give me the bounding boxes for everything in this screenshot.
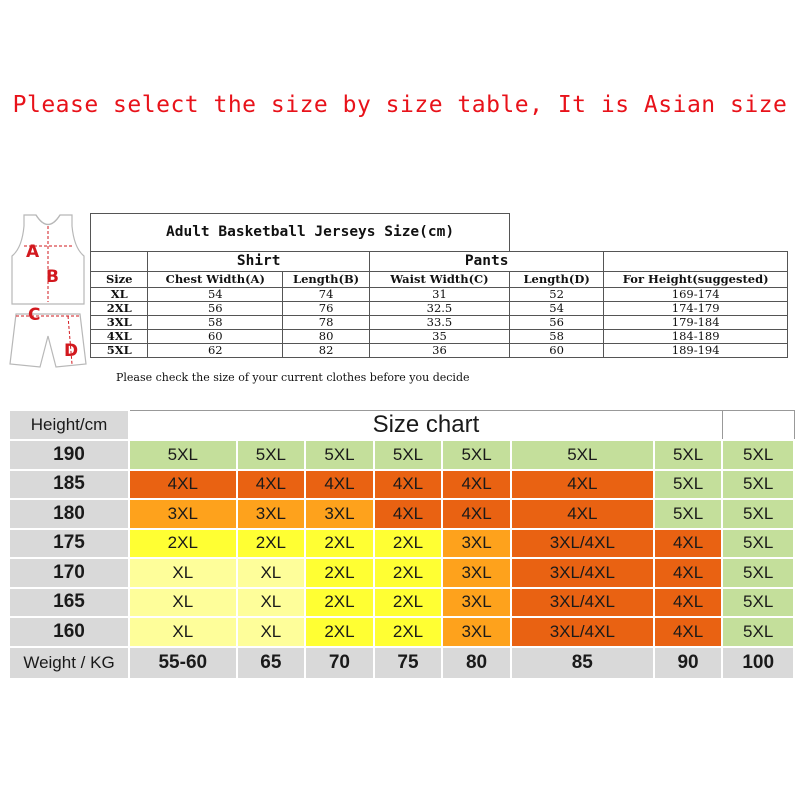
size-cell: 2XL [305,558,374,588]
weight-axis-label: Weight / KG [9,647,129,679]
size-chart-row [9,529,794,559]
size-cell: 2XL [305,529,374,559]
size-cell: 4XL [442,470,511,500]
size-cell: 5XL [722,499,794,529]
spec-size-cell: 3XL [91,316,148,330]
size-cell: 3XL [129,499,237,529]
size-cell: 4XL [305,470,374,500]
height-value: 190 [9,440,129,470]
size-cell: 4XL [374,499,443,529]
size-cell: 2XL [305,617,374,647]
spec-size-cell: 2XL [91,302,148,316]
height-value: 180 [9,499,129,529]
spec-value-cell: 82 [283,344,370,358]
spec-value-cell: 36 [369,344,509,358]
dimension-label-c: C [28,305,41,325]
spec-value-cell: 54 [509,302,603,316]
size-cell: 5XL [722,588,794,618]
headline: Please select the size by size table, It is Asian size [12,92,788,118]
size-chart-row [9,558,794,588]
weight-value: 90 [654,647,723,679]
size-cell: 4XL [511,499,654,529]
size-cell: XL [129,617,237,647]
size-cell: 5XL [654,470,723,500]
size-cell: 4XL [442,499,511,529]
size-cell: 2XL [374,558,443,588]
height-value: 170 [9,558,129,588]
size-cell: 4XL [654,529,723,559]
size-cell: 3XL [442,588,511,618]
size-cell: 4XL [374,470,443,500]
size-cell: 5XL [654,499,723,529]
size-cell: 3XL [237,499,306,529]
spec-note: Please check the size of your current clothes before you decide [116,371,470,384]
size-cell: XL [237,558,306,588]
size-chart-row [9,440,794,470]
size-cell: 5XL [722,558,794,588]
spec-table-body [91,288,788,358]
spec-value-cell: 184-189 [604,330,788,344]
spec-table-title: Adult Basketball Jerseys Size(cm) [91,214,510,252]
size-cell: 2XL [237,529,306,559]
size-cell: 2XL [374,588,443,618]
size-cell: 2XL [374,617,443,647]
spec-table-row [91,330,788,344]
size-cell: 4XL [654,558,723,588]
spec-table-row [91,302,788,316]
height-axis-label: Height/cm [9,410,129,440]
spec-value-cell: 169-174 [604,288,788,302]
size-cell: 2XL [374,529,443,559]
spec-value-cell: 60 [148,330,283,344]
spec-header-cell: Chest Width(A) [148,272,283,288]
spec-value-cell: 74 [283,288,370,302]
weight-row [9,647,794,679]
spec-group-blank [91,252,148,272]
size-cell: XL [129,588,237,618]
size-cell: 2XL [305,588,374,618]
weight-value: 80 [442,647,511,679]
spec-group-blank-right [604,252,788,272]
size-cell: 3XL [442,558,511,588]
size-chart-title: Size chart [129,410,722,440]
spec-table-row [91,344,788,358]
spec-table-row [91,316,788,330]
size-chart-row [9,499,794,529]
size-cell: 5XL [237,440,306,470]
spec-value-cell: 189-194 [604,344,788,358]
weight-value: 70 [305,647,374,679]
spec-table-blank [509,214,787,252]
spec-value-cell: 78 [283,316,370,330]
spec-value-cell: 56 [509,316,603,330]
weight-value: 55-60 [129,647,237,679]
size-chart-row [9,588,794,618]
spec-value-cell: 60 [509,344,603,358]
size-cell: 4XL [654,617,723,647]
spec-value-cell: 35 [369,330,509,344]
spec-value-cell: 32.5 [369,302,509,316]
size-chart [8,409,795,680]
spec-value-cell: 174-179 [604,302,788,316]
height-value: 185 [9,470,129,500]
spec-size-cell: XL [91,288,148,302]
dimension-label-d: D [64,341,79,361]
spec-header-cell: Length(D) [509,272,603,288]
spec-value-cell: 179-184 [604,316,788,330]
size-chart-row [9,617,794,647]
size-cell: 4XL [237,470,306,500]
size-cell: XL [237,617,306,647]
spec-value-cell: 58 [148,316,283,330]
spec-value-cell: 52 [509,288,603,302]
size-cell: XL [237,588,306,618]
weight-value: 85 [511,647,654,679]
size-cell: 4XL [129,470,237,500]
spec-value-cell: 33.5 [369,316,509,330]
size-cell: 5XL [722,617,794,647]
size-cell: 3XL/4XL [511,529,654,559]
size-cell: 3XL/4XL [511,588,654,618]
size-chart-corner [722,410,794,440]
spec-value-cell: 58 [509,330,603,344]
dimension-label-b: B [46,267,59,287]
spec-header-cell: For Height(suggested) [604,272,788,288]
group-shirt: Shirt [148,252,370,272]
size-cell: 3XL [305,499,374,529]
spec-header-cell: Length(B) [283,272,370,288]
size-cell: 5XL [442,440,511,470]
size-cell: 3XL/4XL [511,617,654,647]
spec-value-cell: 54 [148,288,283,302]
size-cell: 5XL [129,440,237,470]
spec-value-cell: 80 [283,330,370,344]
spec-value-cell: 31 [369,288,509,302]
jersey-diagram [8,212,90,382]
height-value: 165 [9,588,129,618]
dimension-label-a: A [26,242,40,262]
size-cell: 3XL/4XL [511,558,654,588]
spec-size-cell: 5XL [91,344,148,358]
size-cell: 3XL [442,529,511,559]
jersey-size-table [90,213,788,358]
size-cell: 2XL [129,529,237,559]
size-cell: 5XL [722,529,794,559]
weight-value: 65 [237,647,306,679]
spec-table-header-row [91,272,788,288]
size-cell: 5XL [374,440,443,470]
spec-header-cell: Size [91,272,148,288]
weight-value: 75 [374,647,443,679]
size-cell: XL [129,558,237,588]
spec-value-cell: 76 [283,302,370,316]
size-cell: 5XL [305,440,374,470]
size-cell: 5XL [511,440,654,470]
height-value: 160 [9,617,129,647]
size-cell: 5XL [722,470,794,500]
size-cell: 4XL [654,588,723,618]
weight-value: 100 [722,647,794,679]
spec-value-cell: 56 [148,302,283,316]
size-cell: 4XL [511,470,654,500]
spec-value-cell: 62 [148,344,283,358]
size-cell: 5XL [654,440,723,470]
group-pants: Pants [369,252,603,272]
height-value: 175 [9,529,129,559]
size-cell: 3XL [442,617,511,647]
size-cell: 5XL [722,440,794,470]
size-chart-row [9,470,794,500]
spec-size-cell: 4XL [91,330,148,344]
spec-table-row [91,288,788,302]
spec-header-cell: Waist Width(C) [369,272,509,288]
